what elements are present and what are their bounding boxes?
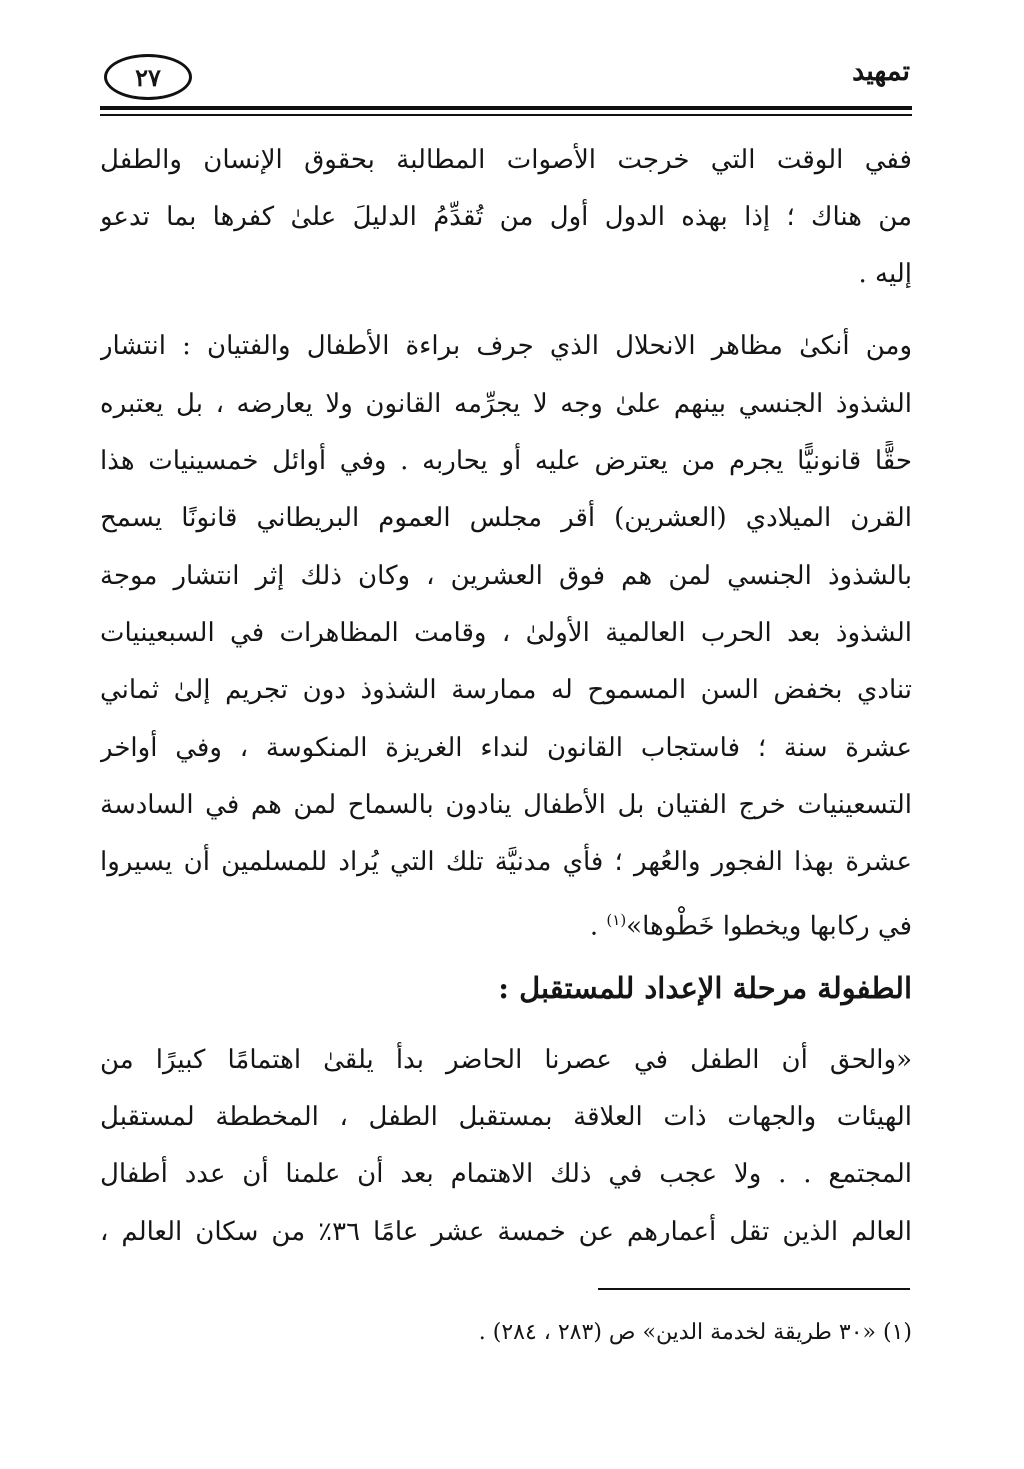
paragraph3-line-3: المجتمع . . ولا عجب في ذلك الاهتمام بعد أن علمنا أن عدد أطفال (100, 1159, 912, 1189)
paragraph1-line-1: ففي الوقت التي خرجت الأصوات المطالبة بحقوق الإنسان والطفل (100, 145, 912, 175)
paragraph2-last-line-end: . (589, 911, 607, 942)
paragraph2-line-4: القرن الميلادي (العشرين) أقر مجلس العموم البريطاني قانونًا يسمح (100, 503, 912, 533)
paragraph2-line-11 (100, 900, 912, 947)
footnote-separator (598, 1288, 910, 1290)
paragraph2-line-10: عشرة بهذا الفجور والعُهر ؛ فأي مدنيَّة تلك التي يُراد للمسلمين أن يسيروا (100, 847, 912, 877)
paragraph2-last-line-text: في ركابها ويخطوا خَطْوها» (626, 911, 912, 942)
paragraph2-line-3: حقًّا قانونيًّا يجرم من يعترض عليه أو يحاربه . وفي أوائل خمسينيات هذا (100, 446, 912, 476)
paragraph2-line-2: الشذوذ الجنسي بينهم علىٰ وجه لا يجرِّمه القانون ولا يعارضه ، بل يعتبره (100, 389, 912, 419)
paragraph2-line-9: التسعينيات خرج الفتيان بل الأطفال ينادون بالسماح لمن هم في السادسة (100, 790, 912, 820)
header-rule-thin (100, 114, 912, 116)
footnote-text: (١) «٣٠ طريقة لخدمة الدين» ص (٢٨٣ ، ٢٨٤) . (478, 1320, 912, 1345)
paragraph2-line-5: بالشذوذ الجنسي لمن هم فوق العشرين ، وكان ذلك إثر انتشار موجة (100, 561, 912, 591)
paragraph3-line-2: الهيئات والجهات ذات العلاقة بمستقبل الطفل ، المخططة لمستقبل (100, 1102, 912, 1132)
paragraph2-line-6: الشذوذ بعد الحرب العالمية الأولىٰ ، وقامت المظاهرات في السبعينيات (100, 618, 912, 648)
paragraph1-line-2: من هناك ؛ إذا بهذه الدول أول من تُقدِّمُ الدليلَ علىٰ كفرها بما تدعو (100, 202, 912, 232)
page-number-badge (104, 54, 192, 100)
paragraph2-line-8: عشرة سنة ؛ فاستجاب القانون لنداء الغريزة المنكوسة ، وفي أواخر (100, 733, 912, 763)
paragraph2-line-1: ومن أنكىٰ مظاهر الانحلال الذي جرف براءة الأطفال والفتيان : انتشار (100, 331, 912, 361)
header-rule-thick (100, 106, 912, 110)
paragraph2-line-7: تنادي بخفض السن المسموح له ممارسة الشذوذ دون تجريم إلىٰ ثماني (100, 675, 912, 705)
footnote-marker: (١) (606, 911, 627, 929)
chapter-title: تمهيد (852, 56, 910, 87)
page-header (100, 52, 910, 112)
page-number: ٢٧ (135, 62, 161, 92)
paragraph1-line-3: إليه . (858, 259, 912, 289)
paragraph3-line-4: العالم الذين تقل أعمارهم عن خمسة عشر عامًا ٣٦٪ من سكان العالم ، (100, 1217, 912, 1247)
section-heading: الطفولة مرحلة الإعداد للمستقبل : (498, 971, 912, 1005)
paragraph3-line-1: «والحق أن الطفل في عصرنا الحاضر بدأ يلقىٰ اهتمامًا كبيرًا من (100, 1045, 912, 1075)
